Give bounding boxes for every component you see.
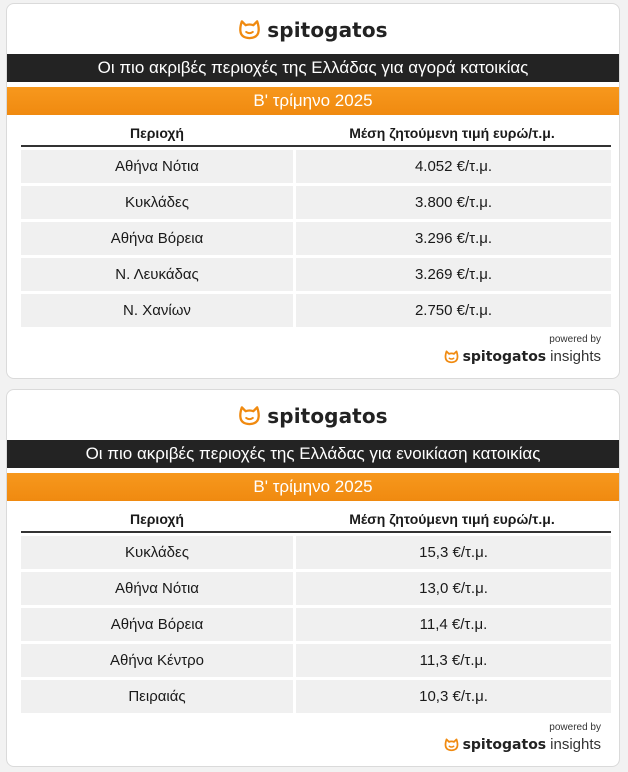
table-row: [21, 222, 611, 255]
insights-brand-name: spitogatos: [462, 348, 547, 365]
table-row: [21, 150, 611, 183]
price-cell: 3.269 €/τ.μ.: [296, 258, 611, 291]
region-cell: Ν. Λευκάδας: [21, 258, 293, 291]
region-cell: Κυκλάδες: [21, 186, 293, 219]
cat-logo-icon: [238, 405, 261, 427]
column-header-price: Μέση ζητούμενη τιμή ευρώ/τ.μ.: [349, 511, 555, 527]
brand-logo: [7, 404, 619, 428]
table-row: [21, 294, 611, 327]
region-cell: Αθήνα Νότια: [21, 150, 293, 183]
cat-logo-icon: [444, 738, 459, 752]
region-cell: Κυκλάδες: [21, 536, 293, 569]
table-row: [21, 572, 611, 605]
column-header-region: Περιοχή: [130, 511, 184, 527]
insights-logo: [444, 736, 601, 753]
insights-label: insights: [550, 348, 601, 365]
region-cell: Αθήνα Νότια: [21, 572, 293, 605]
region-cell: Πειραιάς: [21, 680, 293, 713]
region-cell: Αθήνα Βόρεια: [21, 608, 293, 641]
price-cell: 4.052 €/τ.μ.: [296, 150, 611, 183]
table-body: [21, 536, 611, 716]
region-cell: Αθήνα Βόρεια: [21, 222, 293, 255]
purchase-prices-card: [6, 3, 620, 379]
table-title: Οι πιο ακριβές περιοχές της Ελλάδας για ενοικίαση κατοικίας: [7, 440, 619, 468]
brand-name: spitogatos: [267, 18, 388, 42]
powered-by-block: [444, 334, 601, 365]
price-cell: 10,3 €/τ.μ.: [296, 680, 611, 713]
table-row: [21, 644, 611, 677]
price-cell: 3.296 €/τ.μ.: [296, 222, 611, 255]
table-row: [21, 608, 611, 641]
table-row: [21, 258, 611, 291]
region-cell: Ν. Χανίων: [21, 294, 293, 327]
period-label: Β' τρίμηνο 2025: [7, 87, 619, 115]
powered-by-text: powered by: [549, 334, 601, 345]
table-row: [21, 680, 611, 713]
brand-logo: [7, 18, 619, 42]
table-row: [21, 186, 611, 219]
table-body: [21, 150, 611, 330]
column-header-region: Περιοχή: [130, 125, 184, 141]
insights-label: insights: [550, 736, 601, 753]
price-cell: 13,0 €/τ.μ.: [296, 572, 611, 605]
price-cell: 3.800 €/τ.μ.: [296, 186, 611, 219]
rental-prices-card: [6, 389, 620, 767]
region-cell: Αθήνα Κέντρο: [21, 644, 293, 677]
insights-logo: [444, 348, 601, 365]
powered-by-text: powered by: [549, 722, 601, 733]
insights-brand-name: spitogatos: [462, 736, 547, 753]
column-header-price: Μέση ζητούμενη τιμή ευρώ/τ.μ.: [349, 125, 555, 141]
price-cell: 2.750 €/τ.μ.: [296, 294, 611, 327]
period-label: Β' τρίμηνο 2025: [7, 473, 619, 501]
table-title: Οι πιο ακριβές περιοχές της Ελλάδας για αγορά κατοικίας: [7, 54, 619, 82]
price-cell: 15,3 €/τ.μ.: [296, 536, 611, 569]
brand-name: spitogatos: [267, 404, 388, 428]
price-cell: 11,3 €/τ.μ.: [296, 644, 611, 677]
powered-by-block: [444, 722, 601, 753]
cat-logo-icon: [238, 19, 261, 41]
table-row: [21, 536, 611, 569]
table-header: [21, 506, 611, 533]
table-header: [21, 120, 611, 147]
cat-logo-icon: [444, 350, 459, 364]
price-cell: 11,4 €/τ.μ.: [296, 608, 611, 641]
